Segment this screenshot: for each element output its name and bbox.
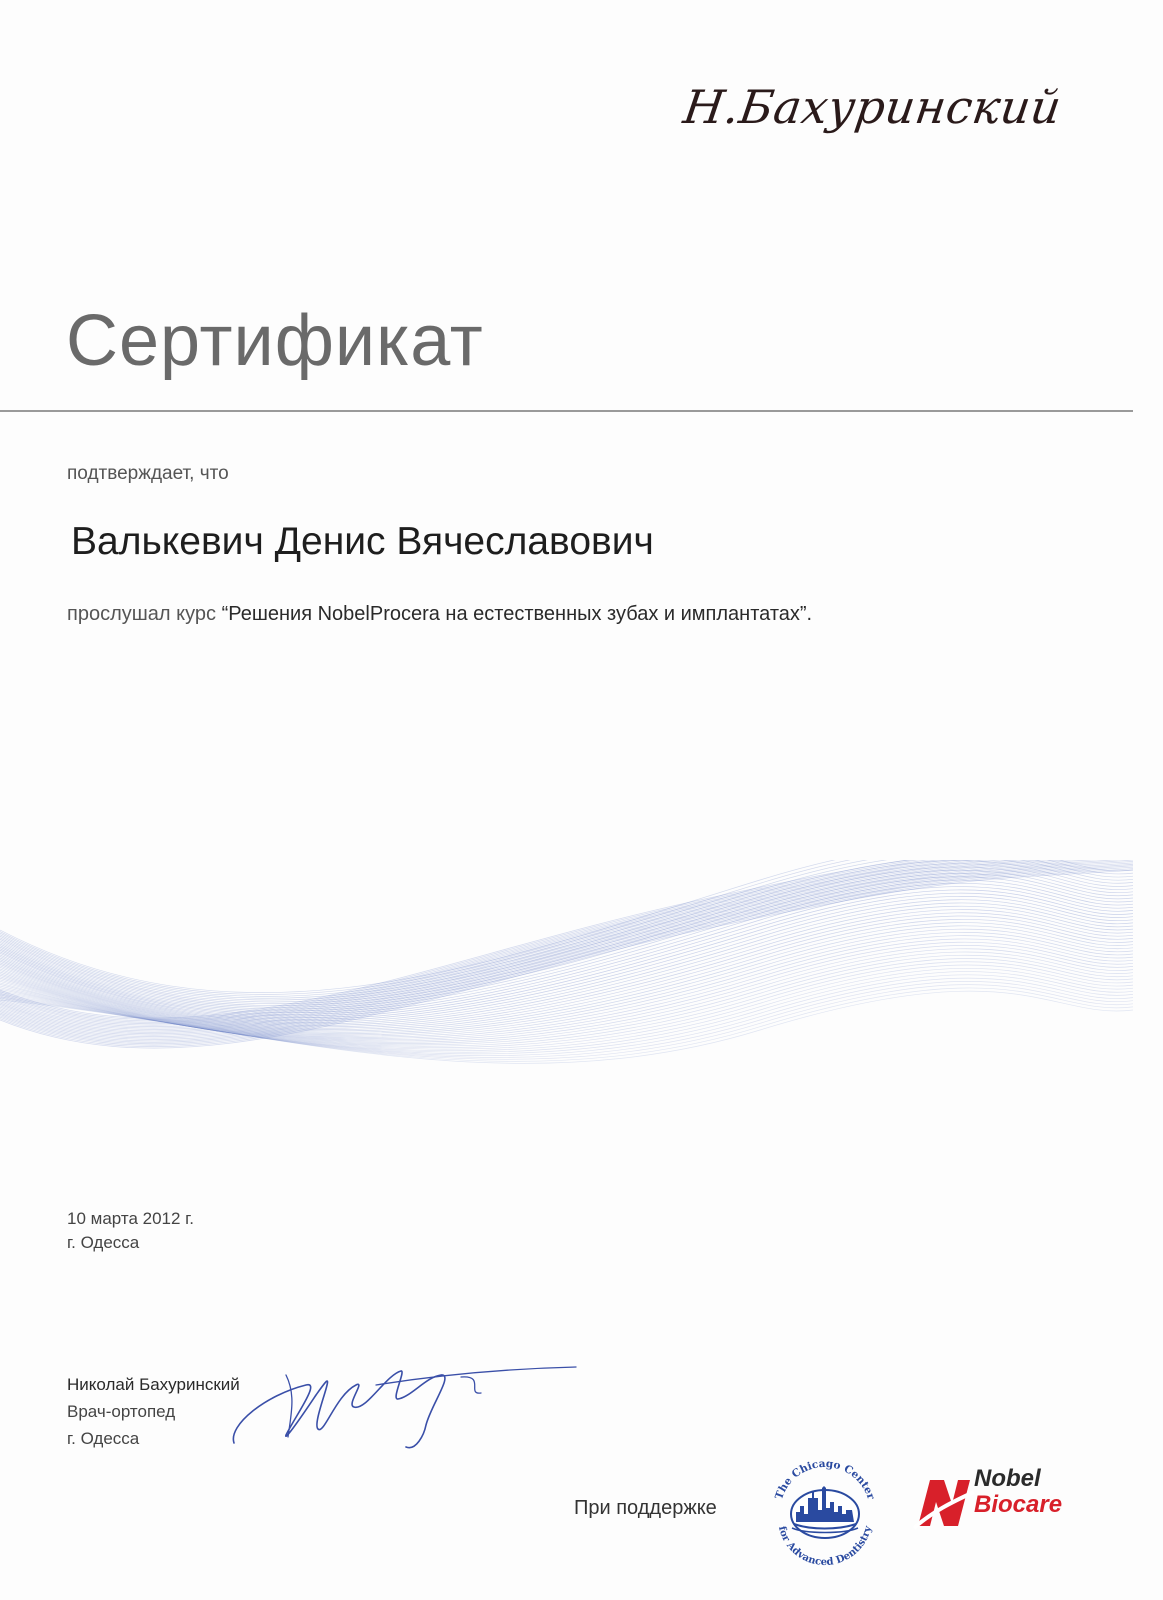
recipient-name: Валькевич Денис Вячеславович [71, 520, 654, 563]
signer-block [67, 1371, 240, 1452]
signer-city: г. Одесса [67, 1429, 140, 1448]
confirms-text: подтверждает, что [67, 463, 229, 484]
handwritten-signature [226, 1355, 596, 1455]
nobel-brand-line1: Nobel [974, 1465, 1041, 1492]
signer-name: Николай Бахуринский [67, 1375, 240, 1394]
nobel-biocare-logo [912, 1466, 1072, 1536]
brand-logo-signature: Н.Бахуринский [680, 80, 1065, 134]
date-block [67, 1207, 194, 1255]
chicago-bottom-text: for Advanced Dentistry [775, 1525, 875, 1569]
course-name: “Решения NobelProcera на естественных зубах и имплантатах”. [221, 603, 813, 625]
certificate-title: Сертификат [66, 301, 484, 381]
signer-role: Врач-ортопед [67, 1402, 176, 1421]
decorative-wave [0, 860, 1133, 1180]
issue-city: г. Одесса [67, 1233, 140, 1252]
issue-date: 10 марта 2012 г. [67, 1209, 195, 1228]
nobel-brand-line2: Biocare [974, 1491, 1063, 1518]
chicago-top-text: The Chicago Center [773, 1457, 877, 1501]
support-label: При поддержке [574, 1497, 717, 1519]
course-line [67, 603, 812, 626]
nobel-n-mark-icon [912, 1472, 976, 1532]
title-divider [0, 410, 1133, 412]
chicago-center-logo [766, 1452, 884, 1570]
course-prefix: прослушал курс [67, 603, 222, 625]
